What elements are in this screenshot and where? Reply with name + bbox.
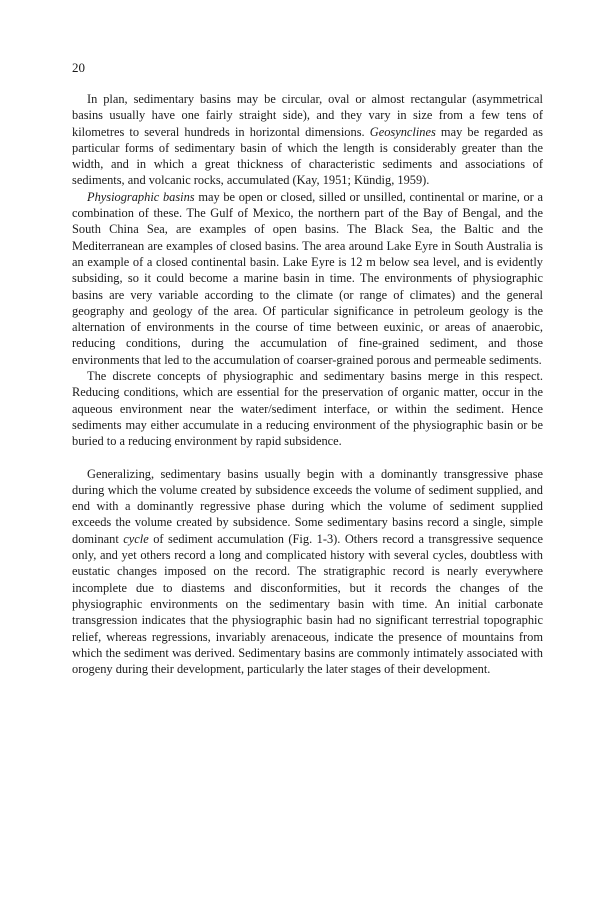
- term-geosynclines: Geosynclines: [369, 124, 436, 139]
- text-run: In plan, sedimentary basins may be circular, oval or almost rectangular (asymmetrical basins usually have one fairly straight side), and they vary in size from a few tens of kilometres to several hundreds in horizontal dimensions.: [72, 92, 543, 139]
- paragraph-reducing-conditions: [72, 368, 543, 449]
- page-number: 20: [72, 60, 85, 75]
- body-text: [72, 91, 543, 677]
- text-run: may be regarded as particular forms of sedimentary basin of which the length is considerably greater than the width, and in which a great thickness of characteristic sediments and associations of sediments, and volcanic rocks, accumulated (Kay, 1951; Kündig, 1959).: [72, 124, 543, 188]
- term-cycle: cycle: [123, 531, 149, 546]
- paragraph-physiographic-basins: [72, 189, 543, 368]
- text-run: of sediment accumulation (Fig. 1-3). Others record a transgressive sequence only, and yet others record a long and complicated history with several cycles, doubtless with eustatic changes imposed on the record. The stratigraphic record is nearly everywhere incomplete due to diastems and disconformities, but it records the changes of the physiographic environments on the sedimentary basin with time. An initial carbonate transgression indicates that the physiographic basin had no significant terrestrial topographic relief, whereas regressions, invariably arenaceous, indicate the presence of mountains from which the sediment was derived. Sedimentary basins are commonly intimately associated with orogeny during their development, particularly the later stages of their development.: [72, 531, 543, 677]
- paragraph-generalizing: [72, 466, 543, 678]
- text-run: may be open or closed, silled or unsilled, continental or marine, or a combination of these. The Gulf of Mexico, the northern part of the Bay of Bengal, and the South China Sea, are examples of open basins. The Black Sea, the Baltic and the Mediterranean are examples of closed basins. The area around Lake Eyre in South Australia is an example of a closed continental basin. Lake Eyre is 12 m below sea level, and is evidently subsiding, so it could become a marine basin in time. The environments of physiographic basins are very variable according to the climate (or range of climates) and the general geography and geology of the area. Of particular significance in petroleum geology is the alternation of environments in the course of time between euxinic, or areas of anaerobic, reducing conditions, during the accumulation of fine-grained sediment, and those environments that led to the accumulation of coarser-grained porous and permeable sediments.: [72, 189, 543, 367]
- term-physiographic-basins: Physiographic basins: [87, 189, 195, 204]
- text-run: Generalizing, sedimentary basins usually begin with a dominantly transgressive phase during which the volume created by subsidence exceeds the volume of sediment supplied, and end with a dominantly regressive phase during which the volume of sediment supplied exceeds the volume created by subsidence. Some sedimentary basins record a single, simple dominant: [72, 466, 543, 546]
- paragraph-basin-shapes: [72, 91, 543, 189]
- text-run: The discrete concepts of physiographic and sedimentary basins merge in this respect. Reducing conditions, which are essential for the preservation of organic matter, occur in the aqueous environment near the water/sediment interface, or within the sediment. Hence sediments may either accumulate in a reducing environment of the physiographic basin or be buried to a reducing environment by rapid subsidence.: [72, 369, 543, 449]
